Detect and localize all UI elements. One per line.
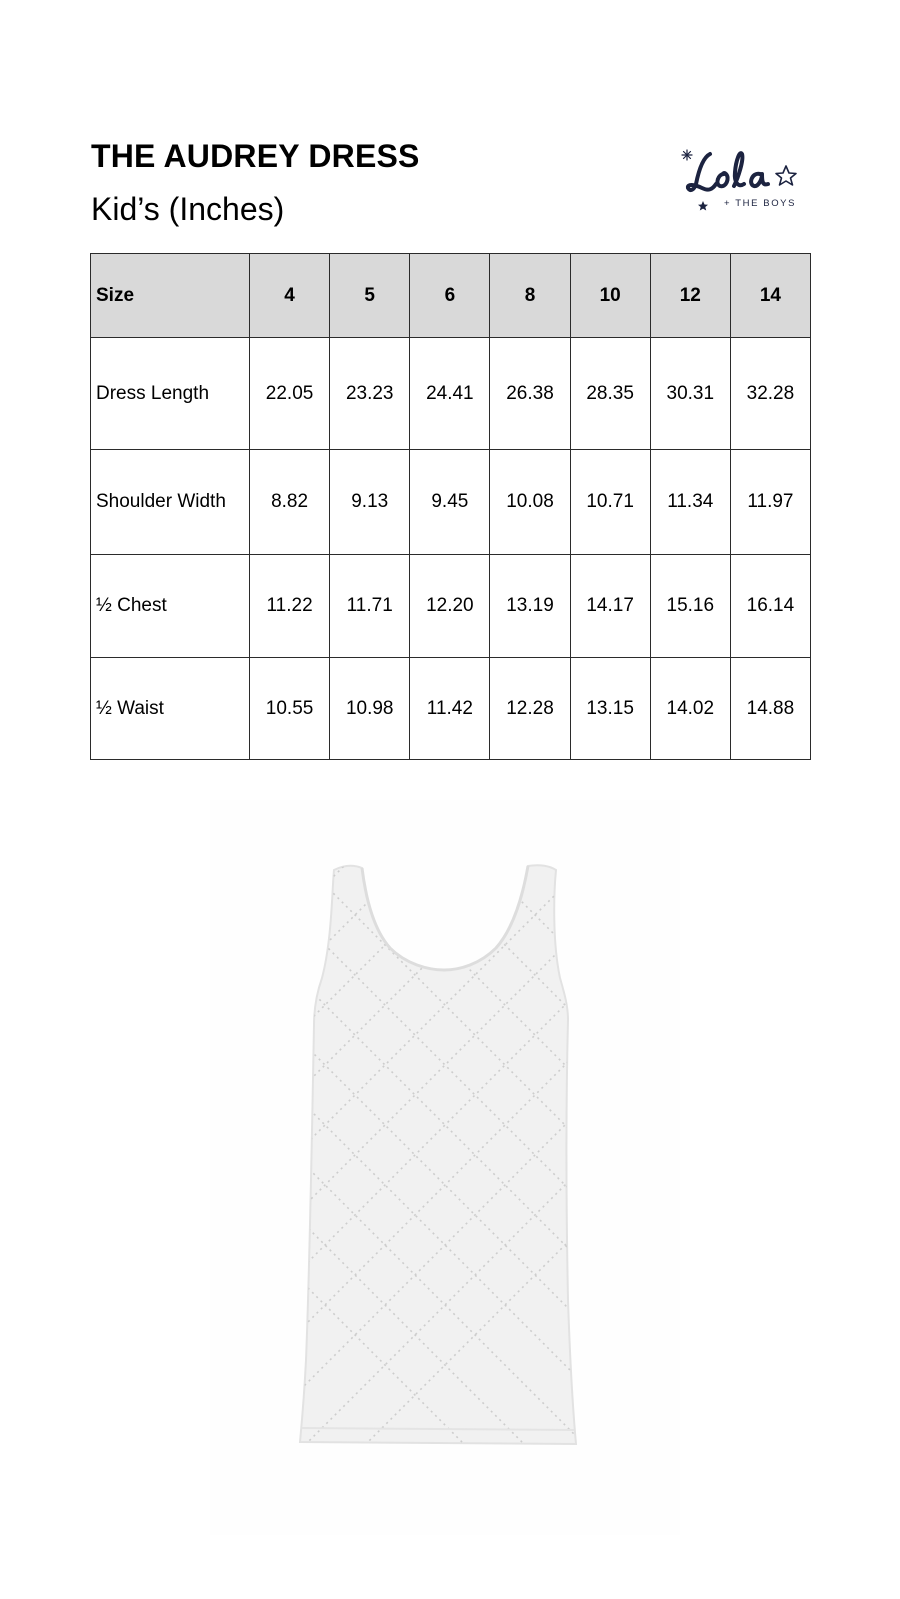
table-cell: 30.31 xyxy=(650,338,730,450)
table-cell: 13.15 xyxy=(570,658,650,760)
table-cell: 16.14 xyxy=(730,555,810,658)
table-cell: 14.02 xyxy=(650,658,730,760)
star-icon xyxy=(776,166,796,185)
logo-tagline: + THE BOYS xyxy=(724,198,797,209)
table-cell: 24.41 xyxy=(410,338,490,450)
table-row xyxy=(91,658,811,760)
product-image xyxy=(210,800,680,1535)
row-label: Dress Length xyxy=(91,338,250,450)
brand-logo xyxy=(680,144,816,220)
table-cell: 9.13 xyxy=(330,450,410,555)
table-row xyxy=(91,555,811,658)
table-cell: 13.19 xyxy=(490,555,570,658)
table-cell: 28.35 xyxy=(570,338,650,450)
size-header-cell: 6 xyxy=(410,254,490,338)
table-cell: 14.17 xyxy=(570,555,650,658)
table-cell: 22.05 xyxy=(250,338,330,450)
table-cell: 10.71 xyxy=(570,450,650,555)
table-cell: 10.08 xyxy=(490,450,570,555)
table-cell: 15.16 xyxy=(650,555,730,658)
size-header-cell: 8 xyxy=(490,254,570,338)
table-cell: 10.98 xyxy=(330,658,410,760)
table-cell: 10.55 xyxy=(250,658,330,760)
table-row xyxy=(91,450,811,555)
table-cell: 14.88 xyxy=(730,658,810,760)
table-cell: 11.97 xyxy=(730,450,810,555)
table-cell: 12.20 xyxy=(410,555,490,658)
size-header-row xyxy=(91,254,811,338)
size-chart-table xyxy=(90,253,811,760)
asterisk-icon xyxy=(682,150,692,160)
size-header-cell: 4 xyxy=(250,254,330,338)
table-cell: 26.38 xyxy=(490,338,570,450)
row-label: ½ Waist xyxy=(91,658,250,760)
table-cell: 32.28 xyxy=(730,338,810,450)
size-header-cell: 14 xyxy=(730,254,810,338)
size-header-cell: 12 xyxy=(650,254,730,338)
size-header-cell: 10 xyxy=(570,254,650,338)
table-row xyxy=(91,338,811,450)
table-cell: 11.34 xyxy=(650,450,730,555)
table-cell: 23.23 xyxy=(330,338,410,450)
table-cell: 12.28 xyxy=(490,658,570,760)
page-subtitle: Kid’s (Inches) xyxy=(91,191,285,227)
row-label: ½ Chest xyxy=(91,555,250,658)
table-cell: 11.71 xyxy=(330,555,410,658)
lola-wordmark-icon xyxy=(688,153,768,190)
table-cell: 11.22 xyxy=(250,555,330,658)
table-cell: 11.42 xyxy=(410,658,490,760)
size-header-label: Size xyxy=(91,254,250,338)
table-cell: 9.45 xyxy=(410,450,490,555)
row-label: Shoulder Width xyxy=(91,450,250,555)
small-star-icon xyxy=(698,201,708,211)
table-cell: 8.82 xyxy=(250,450,330,555)
size-header-cell: 5 xyxy=(330,254,410,338)
dress-icon xyxy=(210,800,680,1500)
page-title: THE AUDREY DRESS xyxy=(91,138,420,174)
